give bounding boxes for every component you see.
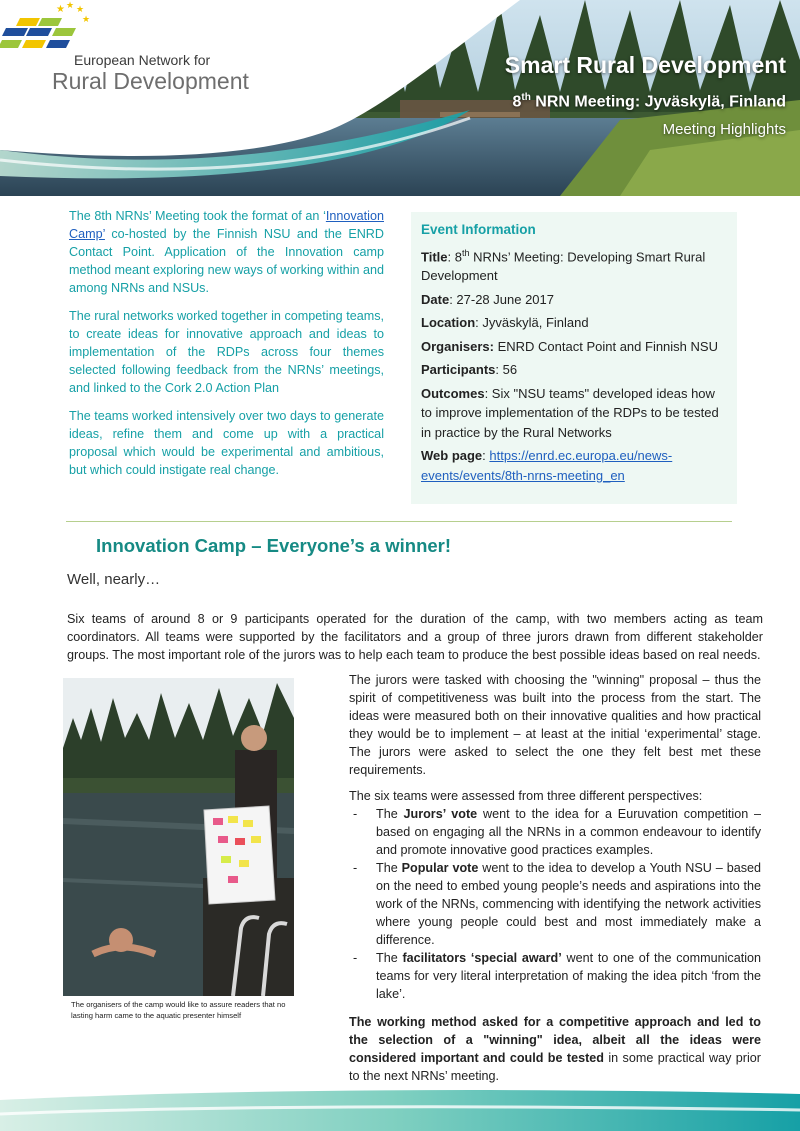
banner-subtitle: 8th NRN Meeting: Jyväskylä, Finland	[512, 92, 786, 111]
event-webpage-row: Web page: https://enrd.ec.europa.eu/news-events/events/8th-nrns-meeting_en	[421, 448, 673, 483]
body-paragraph-2: The six teams were assessed from three different perspectives:	[349, 789, 703, 803]
banner-highlights: Meeting Highlights	[662, 121, 786, 138]
svg-text:★: ★	[66, 0, 75, 10]
intro-paragraph-2: The rural networks worked together in competing teams, to create ideas for innovative approach and ideas to implementation of the RDPs across four themes selected following feedback from the NRNs’ meetings, and linked to the Cork 2.0 Action Plan	[69, 309, 384, 395]
lake-presentation-photo	[63, 678, 294, 996]
event-webpage-link[interactable]: https://enrd.ec.europa.eu/news-events/events/8th-nrns-meeting_en	[421, 448, 673, 483]
intro-paragraph-1: The 8th NRNs’ Meeting took the format of an ‘Innovation Camp’ co-hosted by the Finnish NSU and the ENRD Contact Point. Application of the Innovation camp method meant exploring new ways of working within and among NRNs and NSUs.	[69, 209, 385, 295]
event-location-row: Location: Jyväskylä, Finland	[421, 315, 589, 331]
list-item: - The Jurors’ vote went to the idea for a Euruvation competition – based on engaging all the NRNs in a common endeavour to identify and promote innovative good practices examples.	[353, 807, 761, 857]
event-information-box	[411, 212, 737, 504]
event-heading: Event Information	[421, 222, 536, 237]
award-list	[349, 805, 761, 1003]
section-intro-paragraph: Six teams of around 8 or 9 participants operated for the duration of the camp, with two members acting as team coordinators. All teams were supported by the facilitators and a group of three jurors drawn from different stakeholder groups. The most important role of the jurors was to help each team to produce the best possible ideas based on real needs.	[67, 612, 763, 662]
logo-text-line1: European Network for	[74, 52, 211, 68]
body-paragraph-1: The jurors were tasked with choosing the "winning" proposal – thus the spirit of competitiveness was built into the process from the start. The ideas were measured both on their innovative qualities and how practical they would be to implement – at least at the initial ‘experimental’ stage. The jurors were asked to select the one they felt best met these requirements.	[349, 673, 761, 777]
photo-caption: The organisers of the camp would like to assure readers that no lasting harm came to the aquatic presenter himself	[71, 1000, 286, 1020]
section-subtitle: Well, nearly…	[67, 571, 161, 588]
section-title: Innovation Camp – Everyone’s a winner!	[96, 535, 452, 556]
body-column	[349, 671, 761, 1093]
event-date-row: Date: 27-28 June 2017	[421, 291, 554, 307]
innovation-camp-link[interactable]: Innovation Camp’	[69, 209, 384, 241]
intro-column	[69, 207, 384, 489]
svg-text:★: ★	[76, 4, 85, 14]
event-organisers-row: Organisers: ENRD Contact Point and Finnish NSU	[421, 338, 718, 354]
header-banner	[0, 0, 800, 196]
footer-wave	[0, 1080, 800, 1131]
list-item: - The Popular vote went to the idea to develop a Youth NSU – based on the need to embed young people’s needs and aspirations into the work of the NRNs, commencing with identifying the network activities where young people could best and most immediately make a difference.	[353, 861, 762, 947]
event-participants-row: Participants: 56	[421, 362, 518, 378]
event-outcomes-row: Outcomes: Six "NSU teams" developed ideas how to improve implementation of the RDPs to be tested in practice by the Rural Networks	[421, 385, 719, 440]
event-title-row: Title: 8th NRNs’ Meeting: Developing Smart Rural Development	[421, 247, 706, 284]
svg-text:★: ★	[82, 14, 91, 24]
banner-title: Smart Rural Development	[504, 52, 786, 78]
logo-text-line2: Rural Development	[52, 68, 249, 94]
section-divider	[66, 521, 732, 522]
list-item: - The facilitators ‘special award’ went to one of the communication teams for very literal interpretation of making the idea pitch ‘from the lake’.	[353, 951, 761, 1001]
svg-text:★: ★	[56, 4, 65, 15]
closing-paragraph: The working method asked for a competitive approach and led to the selection of a "winning" idea, albeit all the ideas were considered important and could be tested in some practical way prior to the next NRNs’ meeting.	[349, 1015, 761, 1083]
intro-paragraph-3: The teams worked intensively over two days to generate ideas, refine them and come up with a practical proposal which would be experimental and ambitious, but which could instigate real change.	[69, 409, 384, 477]
